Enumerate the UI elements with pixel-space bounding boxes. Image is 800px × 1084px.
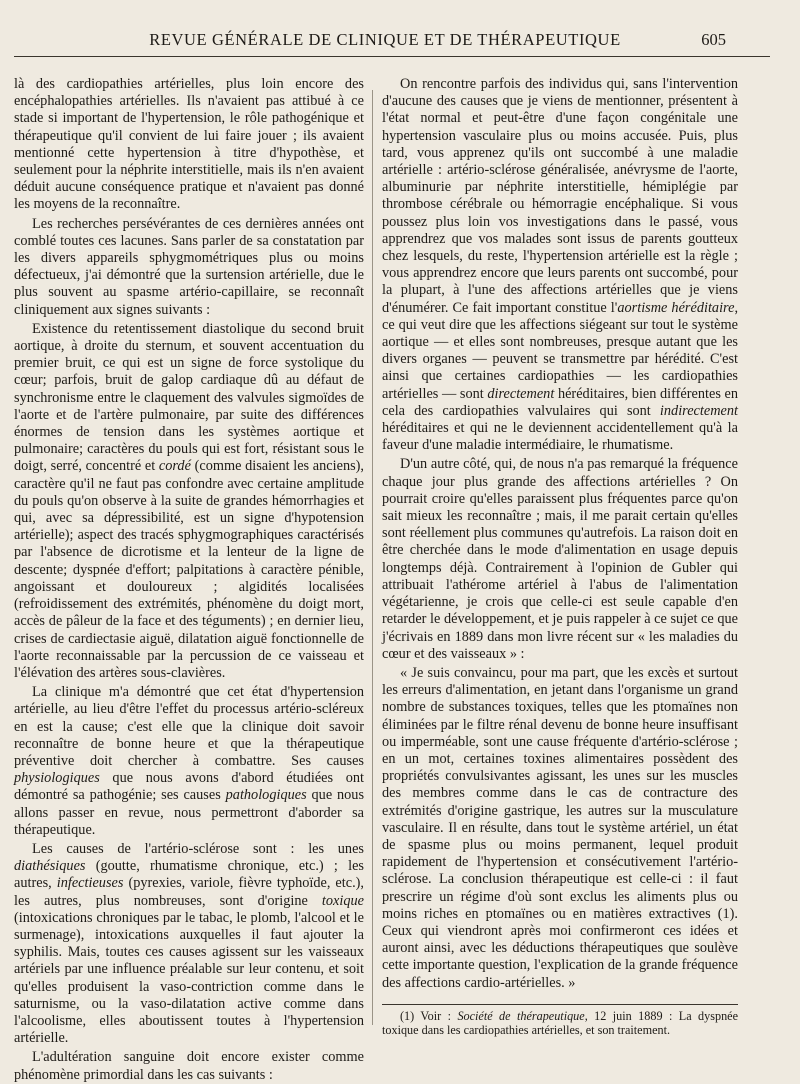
header-rule: [14, 56, 770, 57]
running-head: [0, 28, 800, 52]
italic-term: cordé: [158, 458, 191, 475]
page-number: 605: [701, 30, 726, 49]
italic-term: physiologiques: [14, 770, 100, 787]
left-column: [14, 76, 364, 1084]
paragraph: Les recherches persévérantes de ces dernières années ont comblé toutes ces lacunes. Sans parler de sa constatation par les divers appareils sphygmométriques plus ou moins défectueux, j'ai démontré que la surtension artérielle, due le plus souvent au spasme artério-capillaire, se reconnaît cliniquement aux signes suivants :: [14, 215, 364, 318]
paragraph: D'un autre côté, qui, de nous n'a pas remarqué la fréquence chaque jour plus grande des affections artérielles ? On pourrait croire qu'elles paraissent plus fréquentes parce qu'on sait mieux les reconnaître ; mais, il me parait certain qu'elles sont réellement plus communes qu'autrefois. La raison doit en être cherchée dans le mode d'alimentation en usage depuis longtemps déjà. Contrairement à l'opinion de Gubler qui attribuait l'athérome artériel à l'abus de l'alimentation végétarienne, je crois que celle-ci est seule capable d'en retarder le développement, et je puis rappeler à ce sujet ce que j'écrivais en 1889 dans mon livre récent sur « les maladies du cœur et des vaisseaux » :: [382, 456, 738, 662]
paragraph: On rencontre parfois des individus qui, sans l'intervention d'aucune des causes que je viens de mentionner, présentent à l'état normal et peut-être d'une façon congénitale une hypertension vasculaire plus ou moins accusée. Puis, plus tard, vous apprenez qu'ils ont succombé à une maladie artérielle : artério-sclérose généralisée, anévrysme de l'aorte, albuminurie par néphrite interstitielle, hémiplégie par thrombose cérébrale ou hémorragie encéphalique. Si vous poussez plus loin vos investigations dans le passé, vous apprendrez que vos malades sont issus de parents goutteux chez lesquels, du reste, l'hypertension artérielle est la règle ; vous apprendrez encore que leurs parents ont succombé, pour la plupart, à l'une des affections artérielles que je viens d'énumérer. Ce fait important constitue l'aortisme héréditaire, ce qui veut dire que les affections siégeant sur tout le système aortique — et elles sont nombreuses, presque autant que les divers organes — peuvent se transmettre par hérédité. C'est ainsi que certaines cardiopathies — les cardiopathies artérielles — sont directement héréditaires, bien différentes en cela des cardiopathies valvulaires qui sont indirectement héréditaires et qui ne le deviennent accidentellement qu'à la faveur d'une maladie intermédiaire, le rhumatisme.: [382, 76, 739, 454]
footnote: (1) Voir : Société de thérapeutique, 12 juin 1889 : La dyspnée toxique dans les cardiopathies artérielles, et son traitement.: [382, 1008, 738, 1038]
paragraph: L'adultération sanguine doit encore exister comme phénomène primordial dans les cas suivants :: [14, 1049, 364, 1083]
italic-term: Société de thérapeutique: [457, 1008, 585, 1023]
footnote-rule: [382, 1004, 738, 1005]
italic-term: indirectement: [659, 402, 738, 419]
column-divider: [372, 90, 373, 1025]
italic-term: aortisme héréditaire: [617, 299, 735, 316]
quotation: « Je suis convaincu, pour ma part, que les excès et surtout les erreurs d'alimentation, en jetant dans l'organisme un grand nombre de substances toxiques, telles que les ptomaïnes non éliminées par le filtre rénal devenu de bonne heure insuffisant ou imperméable, sont une cause fréquente d'artério-sclérose ; en un mot, certaines toxines alimentaires possèdent des propriétés convulsivantes agissant, les unes sur les muscles des membres comme dans le cas de contracture des extrémités d'origine gastrique, les autres sur la musculature vasculaire. Il en résulte, dans tout le système artériel, un état de spasme plus ou moins permanent, lequel produit rapidement de l'hypertension et consécutivement l'artério-sclérose. La conclusion thérapeutique est celle-ci : il faut prescrire un régime d'où sont exclus les aliments plus ou moins riches en ptomaïnes ou en matières extractives (1). Ceux qui viendront après moi confirmeront ces idées et auront ainsi, avec les déductions thérapeutiques que soulève cette importante question, l'explication de la grande fréquence des affections cardio-artérielles. »: [382, 664, 738, 991]
italic-term: toxique: [321, 892, 364, 909]
paragraph: La clinique m'a démontré que cet état d'hypertension artérielle, au lieu d'être l'effet du processus artério-scléreux en est la cause; c'est elle que la clinique doit savoir reconnaître de bonne heure et que la thérapeutique préventive doit chercher à combattre. Ses causes physiologiques que nous avons d'abord étudiées ont démontré sa pathogénie; ses causes pathologiques que nous allons passer en revue, nous permettront d'aborder sa thérapeutique.: [14, 684, 365, 838]
paragraph: Existence du retentissement diastolique du second bruit aortique, à droite du sternum, et souvent accentuation du premier bruit, ce qui est un signe de force systolique du cœur; parfois, bruit de galop cardiaque dû au défaut de synchronisme entre le claquement des valvules sigmoïdes de l'aorte et de l'artère pulmonaire, par suite des différences énormes de tension dans les systèmes aortique et pulmonaire; caractères du pouls qui est fort, résistant sous le doigt, serré, concentré et cordé (comme disaient les anciens), caractère qu'il ne faut pas confondre avec certaine amplitude du pouls qu'on observe à la suite de grandes hémorrhagies et qui, avec sa dépressibilité, est un signe d'hypotension artérielle); aspect des tracés sphygmographiques caractérisés par l'absence de dicrotisme et la lenteur de la ligne de descente; dyspnée d'effort; palpitations à caractère pénible, angoissant et douloureux ; algidités localisées (refroidissement des extrémités, phénomène du doigt mort, accès de pâleur de la face et des téguments) ; en dernier lieu, crises de cardiectasie aiguë, dilatation aiguë fonctionnelle de l'aorte reconnaissable par la percussion de ce vaisseau et l'élévation des artères sous-clavières.: [14, 320, 365, 681]
italic-term: pathologiques: [225, 787, 307, 804]
italic-term: diathésiques: [14, 858, 86, 875]
right-column: [382, 76, 738, 1038]
paragraph: là des cardiopathies artérielles, plus loin encore des encéphalopathies artérielles. Ils n'avaient pas attibué à ce stade si important de l'hypertension, le rôle pathogénique et thérapeutique qu'il convient de lui faire jouer ; ils avaient mentionné cette hypertension à titre d'hypothèse, et seulement pour la néphrite interstitielle, mais ils n'en avaient déduit aucune conséquence pratique et n'avaient pas donné les moyens de la reconnaître.: [14, 76, 364, 213]
italic-term: infectieuses: [56, 875, 124, 892]
italic-term: directement: [487, 385, 555, 402]
paragraph: Les causes de l'artério-sclérose sont : les unes diathésiques (goutte, rhumatisme chronique, etc.) ; les autres, infectieuses (pyrexies, variole, fièvre typhoïde, etc.), les autres, plus nombreuses, sont d'origine toxique (intoxications chroniques par le tabac, le plomb, l'alcool et le surmenage), intoxications auxquelles il faut ajouter la syphilis. Mais, toutes ces causes agissent sur les vaisseaux artériels par une influence préalable sur leur contenu, et soit qu'elles produisent la vaso-contriction comme dans le saturnisme, ou la vaso-dilatation active comme dans l'alcoolisme, elles aboutissent toutes à l'hypertension artérielle.: [14, 840, 365, 1047]
running-title: REVUE GÉNÉRALE DE CLINIQUE ET DE THÉRAPEUTIQUE: [149, 30, 621, 49]
